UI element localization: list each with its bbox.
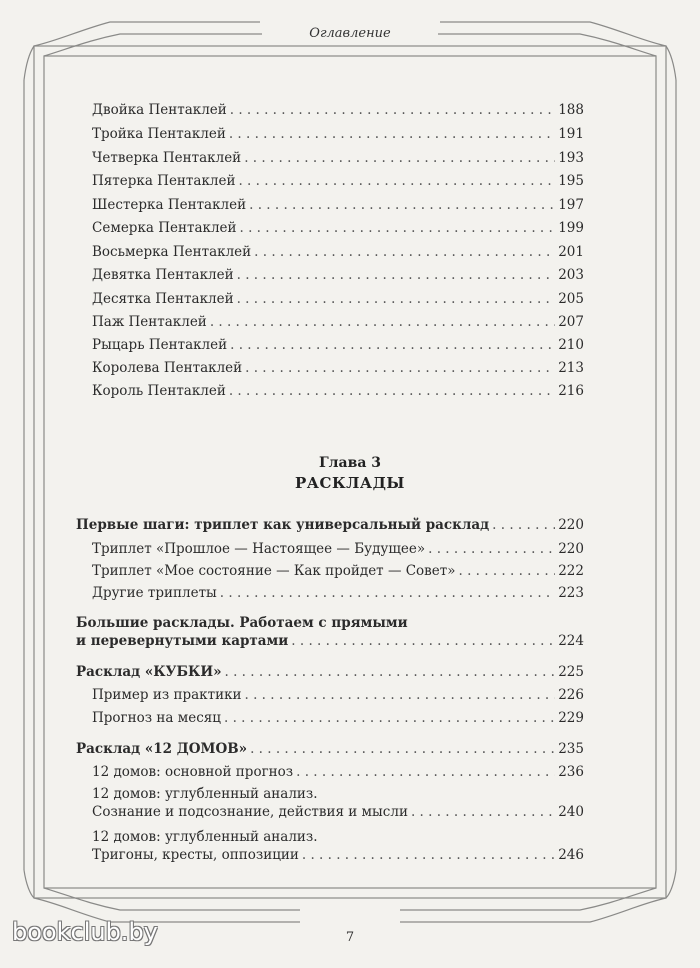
toc-entry-page: 207 <box>558 314 584 330</box>
toc-entry[interactable] <box>92 359 584 377</box>
toc-section-page: 224 <box>558 633 584 649</box>
toc-entry-title: Тройка Пентаклей <box>92 126 226 142</box>
toc-entry-title: Прогноз на месяц <box>92 710 221 726</box>
chapter-number: Глава 3 <box>318 455 382 471</box>
toc-entry[interactable] <box>92 266 584 284</box>
toc-section-title: Первые шаги: триплет как универсальный расклад <box>76 517 490 533</box>
toc-entry[interactable] <box>92 290 584 308</box>
page-number: 7 <box>345 930 355 945</box>
toc-section[interactable] <box>76 740 584 758</box>
running-header: Оглавление <box>309 26 391 41</box>
toc-entry-title: Триплет «Мое состояние — Как пройдет — Совет» <box>92 563 456 579</box>
toc-entry[interactable] <box>92 313 584 331</box>
leader-dots <box>238 172 555 190</box>
toc-entry[interactable] <box>92 846 584 864</box>
leader-dots <box>245 359 555 377</box>
leader-dots <box>245 686 556 704</box>
toc-entry-title-line1[interactable]: 12 домов: углубленный анализ. <box>92 786 318 802</box>
leader-dots <box>240 219 556 237</box>
toc-section[interactable] <box>76 663 584 681</box>
leader-dots <box>230 336 555 354</box>
toc-entry[interactable] <box>92 562 584 580</box>
leader-dots <box>210 313 555 331</box>
toc-section[interactable] <box>76 632 584 650</box>
leader-dots <box>237 290 556 308</box>
toc-entry[interactable] <box>92 125 584 143</box>
toc-entry-title: Семерка Пентаклей <box>92 220 237 236</box>
toc-entry-page: 210 <box>558 337 584 353</box>
toc-entry-title-line1[interactable]: 12 домов: углубленный анализ. <box>92 829 318 845</box>
toc-entry-title: Король Пентаклей <box>92 383 226 399</box>
toc-entry-page: 197 <box>558 197 584 213</box>
leader-dots <box>459 562 556 580</box>
leader-dots <box>492 516 555 534</box>
toc-entry-title: Другие триплеты <box>92 585 217 601</box>
toc-entry[interactable] <box>92 336 584 354</box>
leader-dots <box>254 243 555 261</box>
toc-entry[interactable] <box>92 243 584 261</box>
toc-entry-title: Паж Пентаклей <box>92 314 207 330</box>
toc-entry-page: 199 <box>558 220 584 236</box>
toc-entry-title: Пятерка Пентаклей <box>92 173 236 189</box>
toc-entry[interactable] <box>92 686 584 704</box>
toc-entry-page: 229 <box>558 710 584 726</box>
toc-entry-page: 236 <box>558 764 584 780</box>
toc-entry-title: Десятка Пентаклей <box>92 291 234 307</box>
toc-entry-page: 213 <box>558 360 584 376</box>
toc-entry[interactable] <box>92 540 584 558</box>
toc-section-page: 225 <box>558 664 584 680</box>
toc-entry-title: Пример из практики <box>92 687 242 703</box>
toc-entry-title: 12 домов: основной прогноз <box>92 764 294 780</box>
toc-section-title: Расклад «КУБКИ» <box>76 664 222 680</box>
leader-dots <box>229 125 555 143</box>
toc-entry[interactable] <box>92 149 584 167</box>
toc-entry-title: Рыцарь Пентаклей <box>92 337 228 353</box>
toc-entry-page: 203 <box>558 267 584 283</box>
toc-entry-page: 223 <box>558 585 584 601</box>
toc-entry-title-line2: Тригоны, кресты, оппозиции <box>92 847 299 863</box>
toc-entry-page: 205 <box>558 291 584 307</box>
toc-entry-title: Триплет «Прошлое — Настоящее — Будущее» <box>92 541 426 557</box>
toc-entry-page: 188 <box>558 102 584 118</box>
toc-entry-page: 191 <box>558 126 584 142</box>
leader-dots <box>237 266 556 284</box>
toc-entry-page: 222 <box>558 563 584 579</box>
toc-section[interactable] <box>76 516 584 534</box>
leader-dots <box>249 196 555 214</box>
leader-dots <box>291 632 555 650</box>
toc-entry-title-line2: Сознание и подсознание, действия и мысли <box>92 804 408 820</box>
leader-dots <box>229 382 555 400</box>
toc-entry-page: 226 <box>558 687 584 703</box>
toc-entry[interactable] <box>92 709 584 727</box>
toc-entry-title: Шестерка Пентаклей <box>92 197 247 213</box>
toc-entry[interactable] <box>92 382 584 400</box>
toc-entry-page: 246 <box>558 847 584 863</box>
toc-entry-page: 201 <box>558 244 584 260</box>
toc-entry[interactable] <box>92 219 584 237</box>
chapter-title: РАСКЛАДЫ <box>295 474 405 492</box>
watermark-text: bookclub.by <box>12 918 158 946</box>
toc-section-title-line2: и перевернутыми картами <box>76 633 289 649</box>
leader-dots <box>224 709 555 727</box>
toc-entry-title: Королева Пентаклей <box>92 360 243 376</box>
toc-entry-title: Восьмерка Пентаклей <box>92 244 252 260</box>
toc-entry[interactable] <box>92 584 584 602</box>
toc-entry-title: Девятка Пентаклей <box>92 267 234 283</box>
leader-dots <box>302 846 555 864</box>
toc-entry[interactable] <box>92 172 584 190</box>
toc-entry-page: 220 <box>558 541 584 557</box>
toc-entry[interactable] <box>92 763 584 781</box>
leader-dots <box>296 763 555 781</box>
toc-entry[interactable] <box>92 803 584 821</box>
toc-section-title-line1[interactable]: Большие расклады. Работаем с прямыми <box>76 615 408 631</box>
toc-entry-page: 193 <box>558 150 584 166</box>
toc-entry-title: Двойка Пентаклей <box>92 102 227 118</box>
toc-entry-page: 195 <box>558 173 584 189</box>
leader-dots <box>225 663 556 681</box>
toc-section-title: Расклад «12 ДОМОВ» <box>76 741 248 757</box>
toc-entry-page: 240 <box>558 804 584 820</box>
toc-entry-title: Четверка Пентаклей <box>92 150 242 166</box>
toc-entry[interactable] <box>92 196 584 214</box>
leader-dots <box>411 803 555 821</box>
leader-dots <box>250 740 555 758</box>
leader-dots <box>220 584 555 602</box>
leader-dots <box>428 540 555 558</box>
toc-section-page: 220 <box>558 517 584 533</box>
toc-entry-page: 216 <box>558 383 584 399</box>
toc-section-page: 235 <box>558 741 584 757</box>
leader-dots <box>244 149 555 167</box>
toc-entry[interactable] <box>92 101 584 119</box>
leader-dots <box>230 101 555 119</box>
